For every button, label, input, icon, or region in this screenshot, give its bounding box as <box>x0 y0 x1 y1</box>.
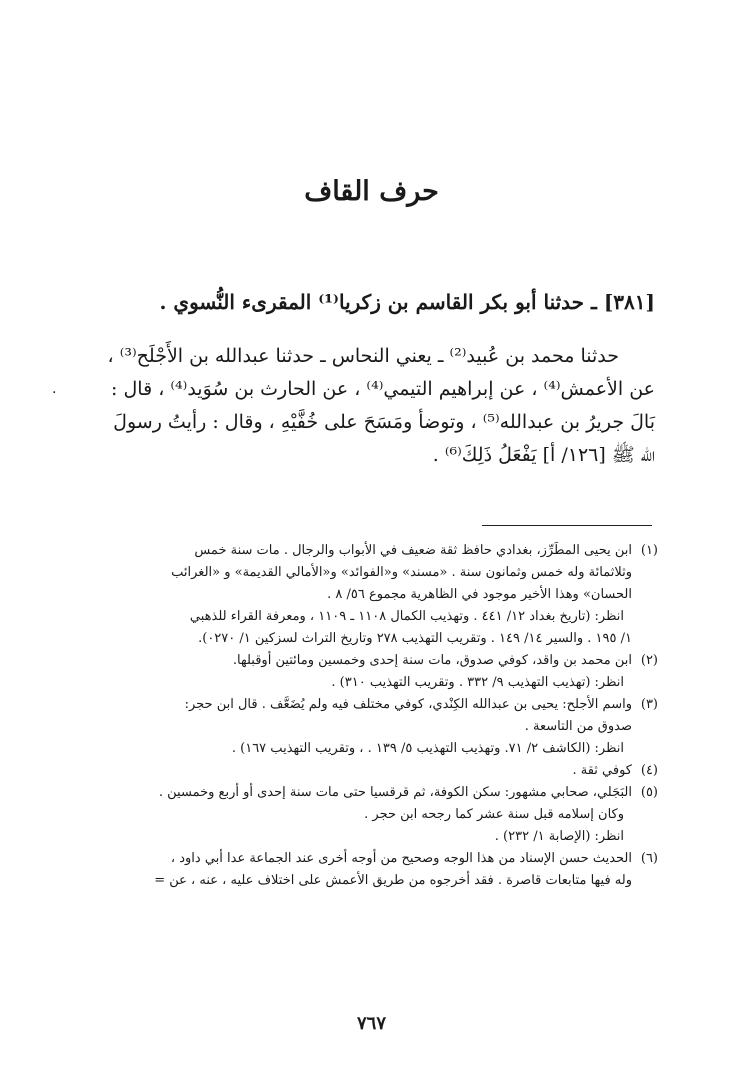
footnote-number: (٣) <box>640 697 658 712</box>
footnote-text: انظر: (تهذيب التهذيب ٩/ ٣٣٢ . وتقريب التهذيب ٣١٠) . <box>331 675 624 690</box>
footnote-text: وله فيها متابعات قاصرة . فقد أخرجوه من طريق الأعمش على اختلاف عليه ، عنه ، عن = <box>154 873 632 888</box>
footnote-text: الحسان» وهذا الأخير موجود في الظاهرية مجموع ٥٦/ ٨ . <box>327 587 632 602</box>
footnote-text: وثلاثمائة وله خمس وثمانون سنة . «مسند» و«الفوائد» و«الأمالي القديمة» و «الغرائب <box>171 565 632 580</box>
footnote-line <box>88 540 658 562</box>
footnote-line <box>88 650 658 672</box>
footnote-line <box>88 826 658 848</box>
footnote-line <box>88 848 658 870</box>
footnote-text: واسم الأجلح: يحيى بن عبدالله الكِنْدي، كوفي مختلف فيه ولم يُضَعَّف . قال ابن حجر: <box>184 697 632 712</box>
footnote-line <box>88 694 658 716</box>
page-number: ٧٦٧ <box>356 1013 386 1034</box>
footnote-text: انظر: (الكاشف ٢/ ٧١. وتهذيب التهذيب ٥/ ١٣٩ . ، وتقريب التهذيب ١٦٧) . <box>231 741 624 756</box>
margin-mark: . <box>52 381 57 397</box>
hadith-paragraph <box>95 340 655 472</box>
footnote-line <box>88 782 658 804</box>
footnote-line <box>88 628 658 650</box>
footnote-number: (٥) <box>640 785 658 800</box>
footnote-number: (٦) <box>640 851 658 866</box>
footnote-line <box>88 716 658 738</box>
footnote-line <box>88 672 658 694</box>
footnote-text: انظر: (تاريخ بغداد ١٢/ ٤٤١ . وتهذيب الكمال ١١٠٨ ـ ١١٠٩ ، ومعرفة القراء للذهبي <box>189 609 624 624</box>
paragraph-line: الله ﷺ [١٢٦/ أ] يَفْعَلُ ذَلِكَ⁽⁶⁾ . <box>432 444 655 466</box>
footnote-number: (٢) <box>640 653 658 668</box>
footnote-text: ١/ ١٩٥ . والسير ١٤/ ١٤٩ . وتقريب التهذيب ٢٧٨ وتاريخ التراث لسزكين ١/ ٠٢٧٠). <box>198 631 632 646</box>
footnote-line <box>88 760 658 782</box>
footnote-line <box>88 562 658 584</box>
footnotes <box>88 540 658 892</box>
footnote-text: كوفي ثقة . <box>572 763 632 778</box>
footnote-line <box>88 870 658 892</box>
footnote-line <box>88 804 658 826</box>
footnote-text: وكان إسلامه قبل سنة عشر كما رجحه ابن حجر . <box>364 807 624 822</box>
footnote-line <box>88 738 658 760</box>
chapter-title: حرف القاف <box>304 176 439 207</box>
footnote-line <box>88 584 658 606</box>
footnote-divider <box>482 525 652 526</box>
footnote-text: الحديث حسن الإسناد من هذا الوجه وصحيح من أوجه أخرى عند الجماعة عدا أبي داود ، <box>170 851 632 866</box>
footnote-text: صدوق من التاسعة . <box>524 719 632 734</box>
paragraph-line: حدثنا محمد بن عُبيد⁽²⁾ ـ يعني النحاس ـ حدثنا عبدالله بن الأَجْلَح⁽³⁾ ، <box>107 345 619 367</box>
footnote-number: (١) <box>640 543 658 558</box>
footnote-text: ابن محمد بن واقد، كوفي صدوق، مات سنة إحدى وخمسين ومائتين أوقبلها. <box>232 653 632 668</box>
paragraph-line: عن الأعمش⁽⁴⁾ ، عن إبراهيم التيمي⁽⁴⁾ ، عن الحارث بن سُوَيد⁽⁴⁾ ، قال : <box>111 378 655 400</box>
paragraph-line: بَالَ جريرُ بن عبدالله⁽⁵⁾ ، وتوضأ ومَسَحَ على خُفَّيْهِ ، وقال : رأيتُ رسولَ <box>113 411 655 433</box>
footnote-text: انظر: (الإصابة ١/ ٢٣٢) . <box>494 829 624 844</box>
footnote-text: ابن يحيى المطَرِّز، بغدادي حافظ ثقة ضعيف في الأبواب والرجال . مات سنة خمس <box>194 543 632 558</box>
footnote-line <box>88 606 658 628</box>
footnote-text: البَجَلي، صحابي مشهور: سكن الكوفة، ثم قرقسيا حتى مات سنة إحدى أو أربع وخمسين . <box>158 785 632 800</box>
footnote-number: (٤) <box>640 763 658 778</box>
entry-heading: [٣٨١] ـ حدثنا أبو بكر القاسم بن زكريا⁽¹⁾ المقرىء النُّسوي . <box>159 290 655 314</box>
